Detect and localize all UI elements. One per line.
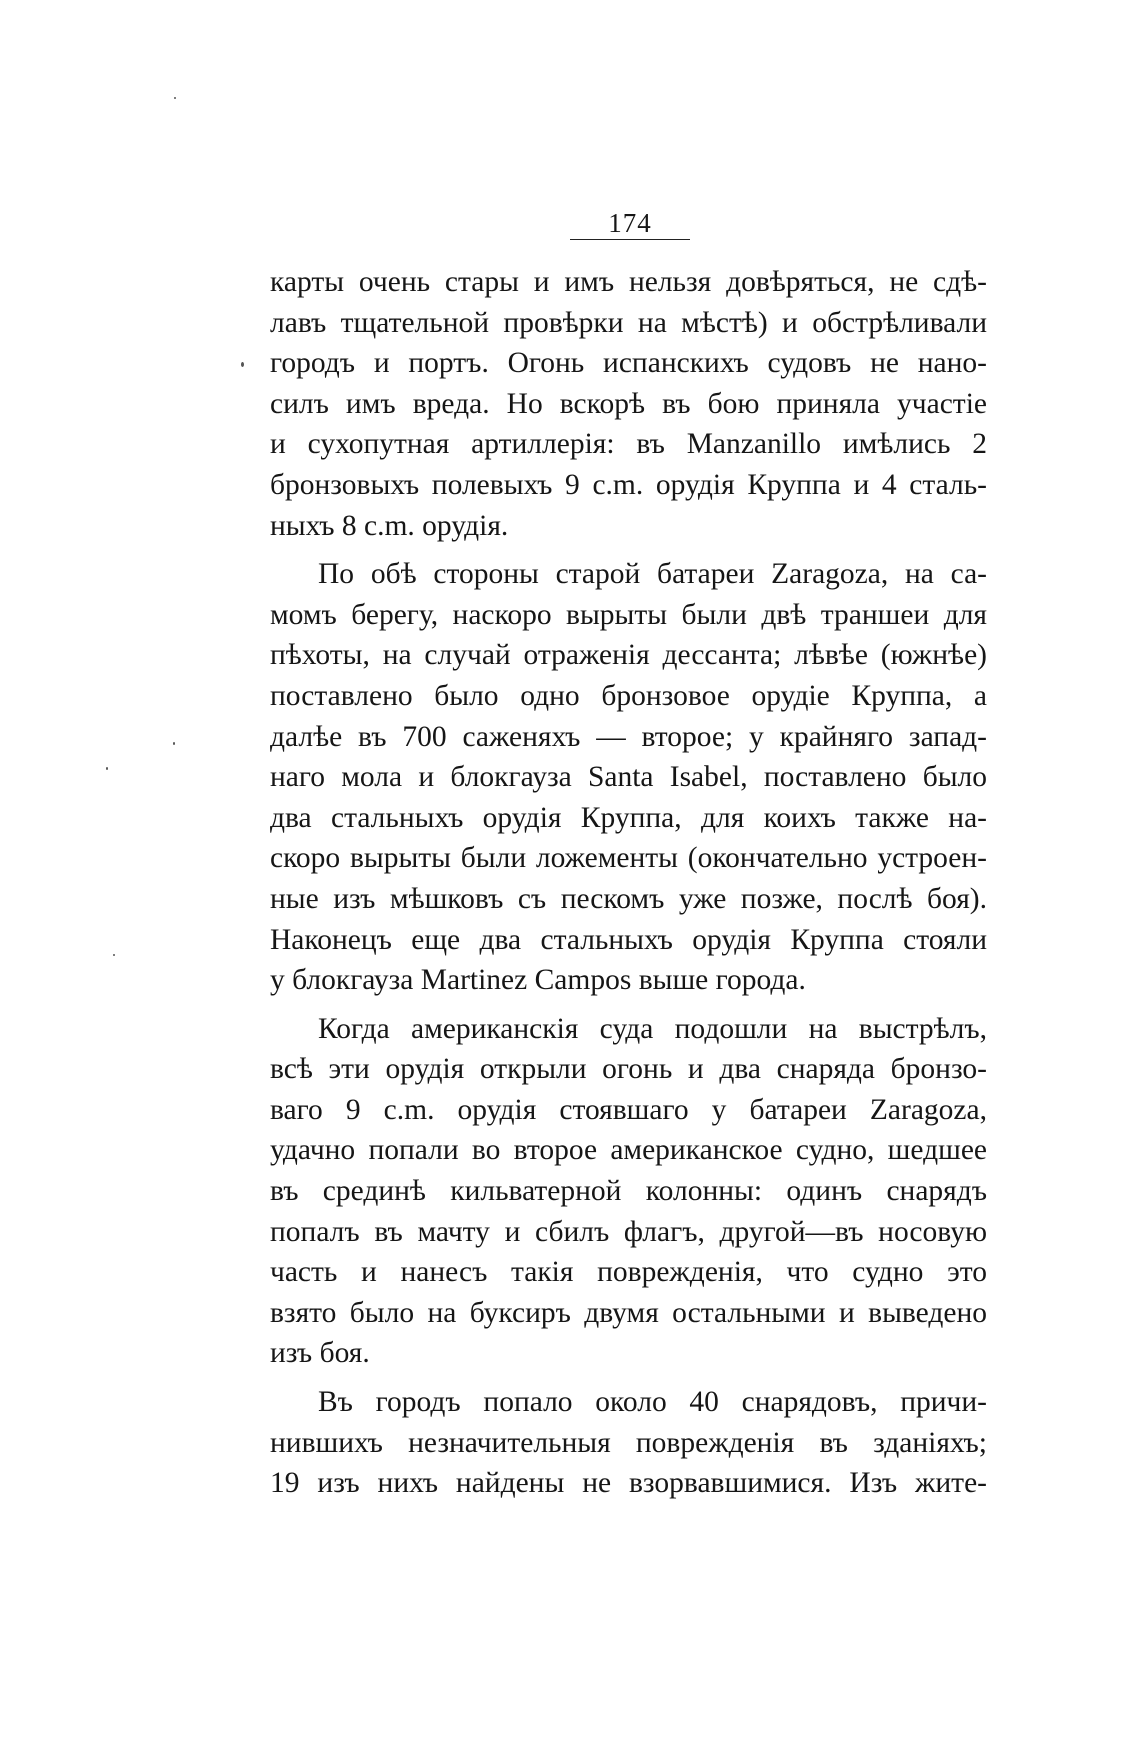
scan-speck (113, 954, 115, 956)
scan-speck (106, 767, 108, 770)
text-line: скоро вырыты были ложементы (окончательно устроен- (270, 842, 987, 875)
page-number: 174 (608, 208, 652, 238)
page-number-rule (570, 239, 690, 240)
paragraph-gap (270, 1001, 987, 1009)
scan-speck (174, 97, 176, 99)
text-line: ваго 9 c.m. орудія стоявшаго у батареи Zaragoza, (270, 1093, 987, 1126)
text-line: По обѣ стороны старой батареи Zaragoza, на са- (318, 558, 987, 591)
text-line: лавъ тщательной провѣрки на мѣстѣ) и обстрѣливали (270, 306, 987, 339)
text-line: далѣе въ 700 саженяхъ — второе; у крайняго запад- (270, 720, 987, 753)
paragraph (270, 262, 987, 546)
text-line: у блокгауза Martinez Campos выше города. (270, 964, 806, 997)
scan-speck (241, 362, 244, 367)
scan-speck (173, 742, 175, 745)
text-line: Въ городъ попало около 40 снарядовъ, причи- (318, 1386, 987, 1419)
text-line: пѣхоты, на случай отраженія дессанта; лѣвѣе (южнѣе) (270, 639, 987, 672)
text-line: въ срединѣ кильватерной колонны: одинъ снарядъ (270, 1175, 987, 1208)
text-line: попалъ въ мачту и сбилъ флагъ, другой—въ носовую (270, 1215, 987, 1248)
text-line: и сухопутная артиллерія: въ Manzanillo имѣлись 2 (270, 428, 987, 461)
paragraph-gap (270, 1374, 987, 1382)
text-line: ныхъ 8 c.m. орудія. (270, 509, 509, 542)
text-line: наго мола и блокгауза Santa Isabel, поставлено было (270, 761, 987, 794)
text-line: поставлено было одно бронзовое орудіе Круппа, а (270, 679, 987, 712)
text-line: Когда американскія суда подошли на выстрѣлъ, (318, 1012, 987, 1045)
text-line: городъ и портъ. Огонь испанскихъ судовъ не нано- (270, 347, 987, 380)
text-line: часть и нанесъ такія поврежденія, что судно это (270, 1256, 987, 1289)
text-line: Наконецъ еще два стальныхъ орудія Круппа стояли (270, 923, 987, 956)
text-line: силъ имъ вреда. Но вскорѣ въ бою приняла участіе (270, 387, 987, 420)
text-line: нившихъ незначительныя поврежденія въ зданіяхъ; (270, 1426, 987, 1459)
body-text (270, 262, 987, 1504)
text-line: бронзовыхъ полевыхъ 9 c.m. орудія Круппа и 4 сталь- (270, 468, 987, 501)
text-line: два стальныхъ орудія Круппа, для коихъ также на- (270, 801, 987, 834)
paragraph (270, 1382, 987, 1504)
text-line: изъ боя. (270, 1337, 370, 1370)
text-line: карты очень стары и имъ нельзя довѣряться, не сдѣ- (270, 266, 987, 298)
paragraph (270, 1009, 987, 1374)
text-line: всѣ эти орудія открыли огонь и два снаряда бронзо- (270, 1053, 987, 1086)
text-line: 19 изъ нихъ найдены не взорвавшимися. Изъ жите- (270, 1467, 987, 1500)
paragraph (270, 554, 987, 1001)
text-line: момъ берегу, наскоро вырыты были двѣ траншеи для (270, 598, 987, 631)
paragraph-gap (270, 546, 987, 554)
text-line: взято было на буксиръ двумя остальными и выведено (270, 1296, 987, 1329)
text-line: удачно попали во второе американское судно, шедшее (270, 1134, 987, 1167)
text-line: ные изъ мѣшковъ съ пескомъ уже позже, послѣ боя). (270, 882, 987, 915)
